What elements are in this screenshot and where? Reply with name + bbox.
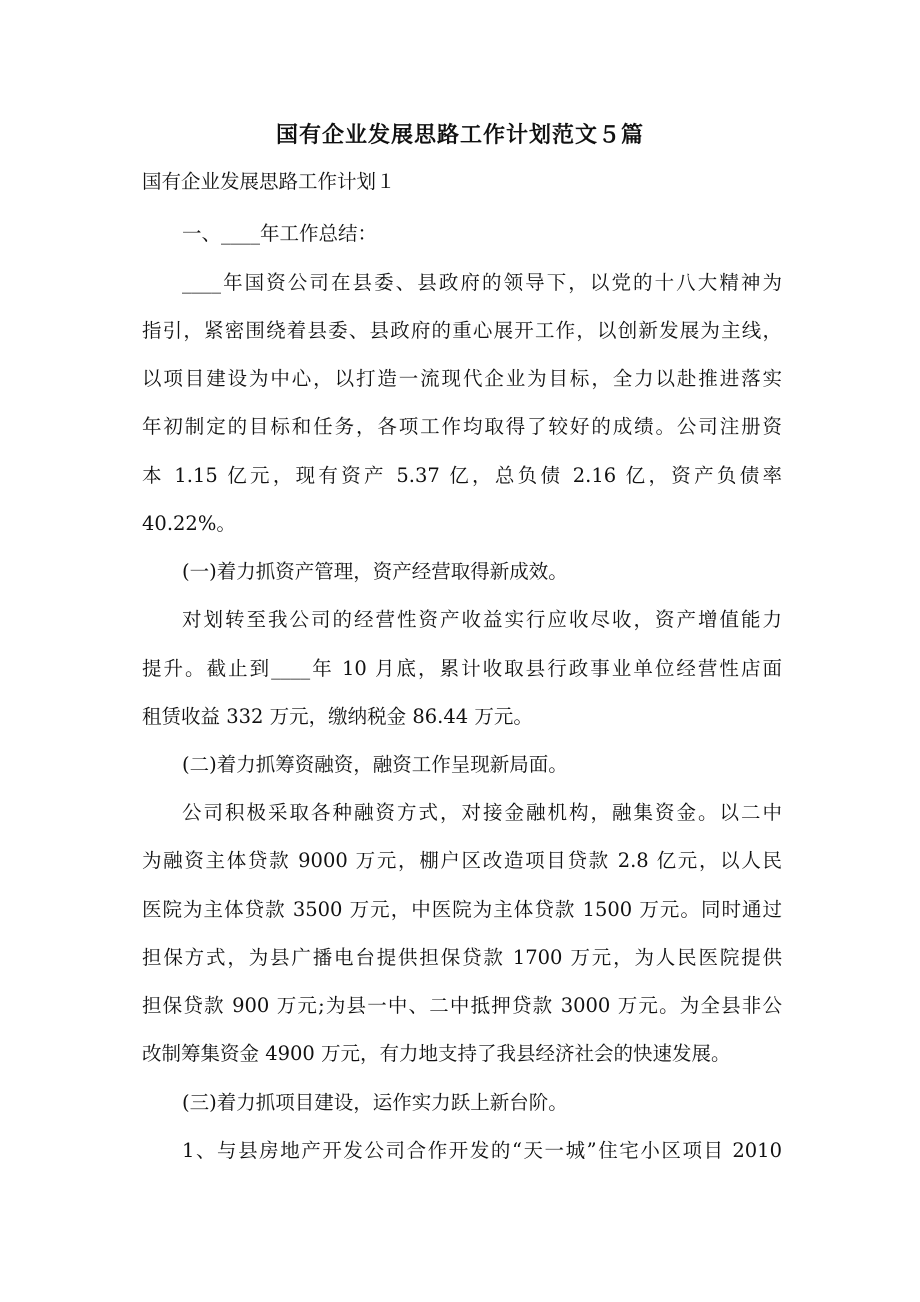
paragraph-line: 改制筹集资金 4900 万元，有力地支持了我县经济社会的快速发展。 (142, 1042, 731, 1065)
item-heading: (一)着力抓资产管理，资产经营取得新成效。 (182, 560, 568, 583)
paragraph-line: 本 1.15 亿元，现有资产 5.37 亿，总负债 2.16 亿，资产负债率 (142, 464, 782, 487)
item-heading: (三)着力抓项目建设，运作实力跃上新台阶。 (182, 1091, 568, 1114)
paragraph-line: 担保方式，为县广播电台提供担保贷款 1700 万元，为人民医院提供 (142, 946, 782, 969)
paragraph-line: 对划转至我公司的经营性资产收益实行应收尽收，资产增值能力 (182, 608, 782, 631)
paragraph-line: 担保贷款 900 万元;为县一中、二中抵押贷款 3000 万元。为全县非公 (142, 994, 782, 1017)
subsection-heading: 一、____年工作总结： (182, 222, 378, 245)
document-title: 国有企业发展思路工作计划范文５篇 (275, 122, 644, 148)
paragraph-line: 1、与县房地产开发公司合作开发的“天一城”住宅小区项目 2010 (182, 1139, 782, 1162)
paragraph-line: 提升。截止到____年 10 月底，累计收取县行政事业单位经营性店面 (142, 657, 782, 680)
paragraph-line: 40.22%。 (142, 512, 236, 535)
paragraph-line: 租赁收益 332 万元，缴纳税金 86.44 万元。 (142, 705, 533, 728)
item-heading: (二)着力抓筹资融资，融资工作呈现新局面。 (182, 753, 568, 776)
paragraph-line: 公司积极采取各种融资方式，对接金融机构，融集资金。以二中 (182, 801, 782, 824)
paragraph-line: 指引，紧密围绕着县委、县政府的重心展开工作，以创新发展为主线， (142, 319, 782, 342)
paragraph-line: 以项目建设为中心，以打造一流现代企业为目标，全力以赴推进落实 (142, 367, 782, 390)
section-heading: 国有企业发展思路工作计划１ (142, 170, 396, 193)
paragraph-line: 为融资主体贷款 9000 万元，棚户区改造项目贷款 2.8 亿元，以人民 (142, 849, 782, 872)
paragraph-line: 年初制定的目标和任务，各项工作均取得了较好的成绩。公司注册资 (142, 415, 782, 438)
paragraph-line: ____年国资公司在县委、县政府的领导下，以党的十八大精神为 (182, 271, 782, 294)
paragraph-line: 医院为主体贷款 3500 万元，中医院为主体贷款 1500 万元。同时通过 (142, 898, 782, 921)
